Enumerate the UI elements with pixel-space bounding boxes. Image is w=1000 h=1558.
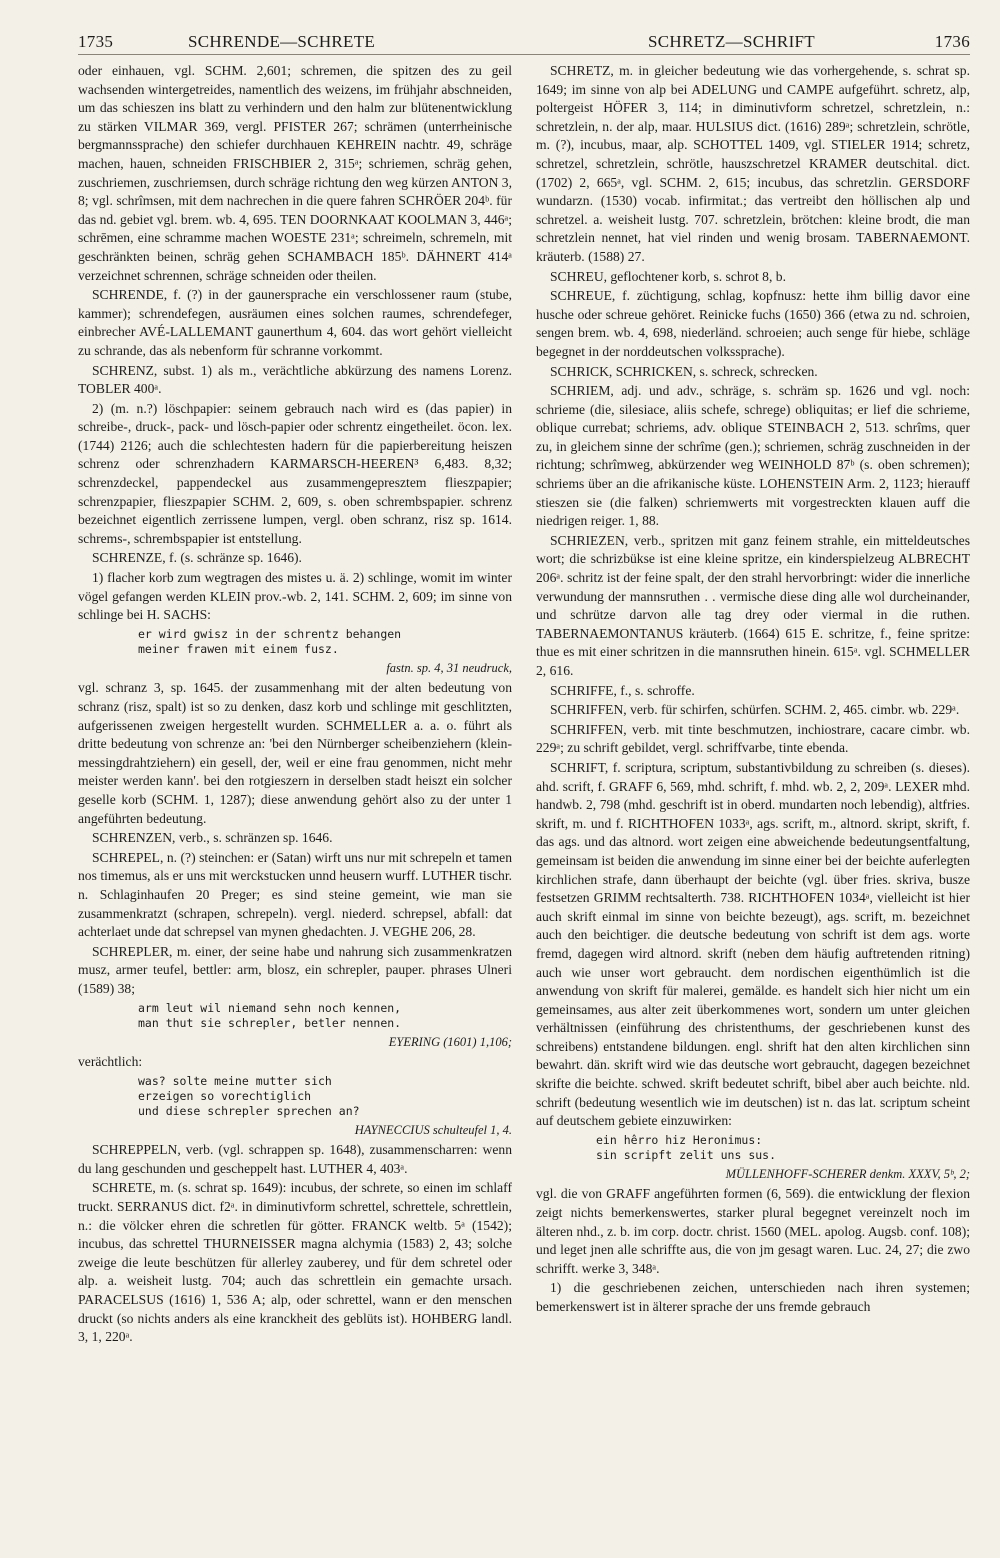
paragraph-continuation: oder einhauen, vgl. SCHM. 2,601; schremen, die spitzen des zu geil wachsenden wintergetreides, namentlich des weizens, im frühjahr abschneiden, um das schieszen ins blatt zu verhindern und den halm zur blütenentwicklung zu stärken VILMAR 369, vergl. PFISTER 267; schrämen (unterrheinische bergmannssprache) den schiefer durchhauen KEHREIN nachtr. 49, schräge machen, hauen, schneiden FRISCHBIER 2, 315ᵃ; schriemen, schräg gehen, zuschriemen, zuschriemsen, durch schräge richtung den weg kürzen ANTON 3, 8; vgl. schrîmsen, mit dem nachrechen in die quere fahren SCHRÖER 204ᵇ. für das nd. gebiet vgl. brem. wb. 4, 695. TEN DOORNKAAT KOOLMAN 3, 446ᵃ; schrēmen, eine schramme machen WOESTE 231ᵃ; schreimeln, schremeln, mit geschränkten beinen, schräg gehen SCHAMBACH 185ᵇ. DÄHNERT 414ᵃ verzeichnet schrennen, schräge schneiden oder theilen. <box>78 63 512 283</box>
dictionary-entry: SCHRIFFE, f., s. schroffe. <box>550 682 695 698</box>
verse-quote: was? solte meine mutter sich erzeigen so vorechtiglich und diese schrepler sprechen an? <box>138 1073 360 1118</box>
dictionary-entry: SCHRIEM, adj. und adv., schräge, s. schräm sp. 1626 und vgl. noch: schrieme (die, silesiace, aliis schefe, schrege) obliquitas; er lief die schrieme, oblique currebat; schriems, adv. oblique STEINBACH 2, 513. schrîms, quer zu, in gleichem sinne der schrîme (gen.); schriemen, schräg zuschneiden in der richtung; schrîmweg, abkürzender weg WEINHOLD 87ᵇ (s. oben schremen); schriems über an die afrikanische küste. LOHENSTEIN Arm. 2, 1123; hierauff stieszen sie (die falken) schriemwerts mit vorgestreckten klauen auff die niedrigen reiger. 1, 88. <box>536 383 970 529</box>
dictionary-entry: SCHRENZEN, verb., s. schränzen sp. 1646. <box>92 830 333 846</box>
dictionary-entry: SCHRIFFEN, verb. mit tinte beschmutzen, inchiostrare, cacare cimbr. wb. 229ᵃ; zu schrift gebildet, vergl. schriffvarbe, tinte ebenda. <box>536 721 970 756</box>
left-page-number: 1735 <box>78 32 114 51</box>
right-page-number: 1736 <box>934 32 970 51</box>
paragraph-continuation: vgl. schranz 3, sp. 1645. der zusammenhang mit der alten bedeutung von schranz (risz, spalt) ist so zu denken, dasz korb und schlinge mit geschlitzten, aufgerissenen zweigen hergestellt wurden. SCHMELLER a. a. o. führt als dritte bedeutung von schrenze an: 'bei den Nürnberger scheibenziehern (klein-messingdrahtziehern) ein gesell, der, weil er eine frau genommen, nicht mehr meister werden kann'. bei den rotgieszern in derselben stadt heiszt ein solcher geselle korb (SCHM. 1, 1287); diese anwendung gehört also zu der unter 1 angeführten bedeutung. <box>78 680 512 826</box>
dictionary-entry: SCHREUE, f. züchtigung, schlag, kopfnusz: hette ihm billig davor eine husche oder schreue gehöret. Reinicke fuchs (1650) 366 (etwa zu nd. schroien, sengen brem. wb. 4, 698, niederländ. schroeien; auch senge für hiebe, schläge begegnet in der norddeutschen volkssprache). <box>536 288 970 359</box>
dictionary-entry: SCHREPLER, m. einer, der seine habe und nahrung sich zusammenkratzen musz, armer teufel, bettler: arm, blosz, ein schrepler, pauper. phrases Ulneri (1589) 38; <box>78 943 512 996</box>
dictionary-entry: SCHRIFT, f. scriptura, scriptum, substantivbildung zu schreiben (s. dieses). ahd. scrift, f. GRAFF 6, 569, mhd. schrift, f. mhd. wb. 2, 2, 209ᵃ. LEXER mhd. handwb. 2, 798 (mhd. geschrift ist in oberd. mundarten noch lebendig), altfries. skrift, m. und f. RICHTHOFEN 1033ᵃ, ags. scrift, m., altnord. skript, skrift, f. das ags. und das altnord. wort zeigen eine abweichende bedeutungsentfaltung, gemeinsam ist beiden die anwendung im sinne einer bei der beichte auferlegten kirchlichen strafe, dann überhaupt der beichte (vgl. über fries. skriva, busze festsetzen GRIMM rechtsalterth. 738. RICHTHOFEN 1034ᵃ, vielleicht ist hier auch skrift einmal im sinne von beichte bezeugt), ags. scrift, m. bezeichnet auch den beichtiger. die deutsche bedeutung von schrift ist dem ags. worte fremd, dagegen wird altnord. skrift (neben dem häufig auftretenden ritning) auch wie unser wort gebraucht. dem nordischen eigenthümlich ist die anwendung von skrift für malerei, gemälde. es handelt sich hier nicht um ein gemeinsames, aus alter zeit überkommenes wort, sondern um unter gleichen verhältnissen (einführung des christenthums, der geschriebenen kunst des schreibens) entstandene bildungen. engl. shrift hat den alten kirchlichen sinn bewahrt. dän. skrift wird wie das deutsche wort gebraucht, dagegen bezeichnet skrifte die beichte. schwed. skrift bedeutet schrift, bibel aber auch beichte. nld. schrift (bedeutung wesentlich wie im deutschen) ist n. das lat. scriptum scheint auf deutschem gebiete einzuwirken: <box>536 759 970 1129</box>
dictionary-entry: 1) die geschriebenen zeichen, unterschieden nach ihren systemen; bemerkenswert ist in älterer sprache der uns fremde gebrauch <box>536 1280 970 1314</box>
quote-source: HAYNECCIUS schulteufel 1, 4. <box>354 1122 512 1137</box>
verse-quote: arm leut wil niemand sehn noch kennen, man thut sie schrepler, betler nennen. <box>138 1000 402 1030</box>
dictionary-entry: SCHRETZ, m. in gleicher bedeutung wie das vorhergehende, s. schrat sp. 1649; im sinne von alp bei ADELUNG und CAMPE aufgeführt. schretz, alp, poltergeist HÖFER 3, 114; in diminutivform schretzel, schretzlein, n.: schretzlein, n. der alp, maar. HULSIUS dict. (1616) 289ᵃ; schretzlein, schrötle, m. (?), incubus, maar, alp. SCHOTTEL 1409, vgl. STIELER 1914; schretz, schretzel, schretzlein, schrötle, hauszschretzel KRAMER deutschital. dict. (1702) 2, 665ᵃ, vgl. SCHM. 2, 615; incubus, das schretzlin. GERSDORF wundarzn. (1530) vocab. infirmitat.; das vertreibt den höllischen alp und schretzel. a. weisheit lustg. 707. schretzlein, brötchen: kleine brodt, die man schretzlein nennet, hat viel rinden und wenig brosam. TABERNAEMONT. kräuterb. (1588) 27. <box>536 63 970 264</box>
dictionary-entry: SCHREPPELN, verb. (vgl. schrappen sp. 1648), zusammenscharren: wenn du lang geschunden und gescheppelt hast. LUTHER 4, 403ᵃ. <box>78 1142 512 1176</box>
page-header <box>78 22 970 58</box>
quote-source: fastn. sp. 4, 31 neudruck, <box>386 660 512 675</box>
dictionary-entry: SCHREU, geflochtener korb, s. schrot 8, b. <box>550 268 786 284</box>
dictionary-entry: SCHRIFFEN, verb. für schirfen, schürfen. SCHM. 2, 465. cimbr. wb. 229ᵃ. <box>550 702 960 718</box>
paragraph-continuation: verächtlich: <box>78 1054 143 1070</box>
paragraph-continuation: vgl. die von GRAFF angeführten formen (6, 569). die entwicklung der flexion zeigt nichts bemerkenswertes, starker plural begegnet vereinzelt noch im älteren nhd., z. b. im corp. doctr. christ. 1560 (MEL. apolog. Augsb. conf. 108); und leget jnen alle schriffte aus, die von jm gesagt waren. Luc. 24, 27; die zwo schrifft. werke 3, 348ᵃ. <box>536 1186 970 1276</box>
dictionary-entry: SCHRENZ, subst. 1) als m., verächtliche abkürzung des namens Lorenz. TOBLER 400ᵃ. <box>78 362 512 397</box>
dictionary-entry: 2) (m. n.?) löschpapier: seinem gebrauch nach wird es (das papier) in schreibe-, druck-, pack- und lösch-papier oder schrentz eingetheilet. öcon. lex. (1744) 2126; auch die schlechtesten hadern für die papierbereitung heiszen schrenz oder schrenzhadern KARMARSCH-HEEREN³ 6,483. 8,32; schrenzdeckel, pappendeckel aus zusammengepresztem flieszpapier; schrenzpapier, flieszpapier SCHM. 2, 609, s. oben schrembspapier. schrenz bezeichnet eigentlich zerrissene lumpen, vergl. oben schranz, risz sp. 1614. schrems-, schrembspapier ist entstellung. <box>78 400 512 546</box>
header-rule <box>78 54 970 55</box>
quote-source: EYERING (1601) 1,106; <box>388 1034 512 1049</box>
dictionary-entry: SCHRENZE, f. (s. schränze sp. 1646). <box>92 550 302 566</box>
dictionary-entry: SCHRETE, m. (s. schrat sp. 1649): incubus, der schrete, so einen im schlaff truckt. SERRANUS dict. f2ᵃ. in diminutivform schrettel, schrettele, schrettlein, n.: die völcker ehren die schretlen für götter. FRANCK weltb. 5ᵃ (1542); incubus, das schrettel THURNEISSER magna alchymia (1583) 2, 43; solche zweige die leute beschützen für allerley zauberey, und für dem schretel oder alp. a. weisheit lustg. 704; auch das schrettlein ein gemachte ursach. PARACELSUS (1616) 1, 536 A; alp, oder schrettel, wann er den menschen druckt (so nichts anders als eine kranckheit des geblüts ist). HOHBERG landl. 3, 1, 220ᵃ. <box>78 1180 512 1345</box>
left-running-title: SCHRENDE—SCHRETE <box>188 32 376 51</box>
right-running-title: SCHRETZ—SCHRIFT <box>648 32 815 51</box>
verse-quote: ein hêrro hiz Heronimus: sin scripft zelit uns sus. <box>596 1132 777 1162</box>
dictionary-entry: SCHREPEL, n. (?) steinchen: er (Satan) wirft uns nur mit schrepeln et tamen nos timemus, als er uns mit werckstucken unnd heusern wurff. LUTHER tischr. n. Schlaginhaufen 20 Preger; es sind steine gemeint, wie man sie zusammenkratzt (schrapen, schrepeln). vergl. niederd. schrepsel, abfall: dat achterlaet unde dat schrepsel van mynen ghedachten. J. VEGHE 206, 28. <box>78 849 512 940</box>
dictionary-entry: 1) flacher korb zum wegtragen des mistes u. ä. 2) schlinge, womit im winter vögel gefangen werden KLEIN prov.-wb. 2, 141. SCHM. 2, 609; im sinne von schlinge bei H. SACHS: <box>78 570 512 623</box>
quote-source: MÜLLENHOFF-SCHERER denkm. XXXV, 5ᵇ, 2; <box>725 1166 970 1181</box>
right-column <box>536 62 970 1532</box>
dictionary-entry: SCHRENDE, f. (?) in der gaunersprache ein verschlossener raum (stube, kammer); schrendefegen, ausräumen eines solchen raumes, schrendefeger, einbrecher AVÉ-LALLEMANT gaunerthum 4, 604. das wort gehört vielleicht zu schrande, das als nebenform für schranne vorkommt. <box>78 287 512 358</box>
left-column <box>78 62 512 1532</box>
verse-quote: er wird gwisz in der schrentz behangen meiner frawen mit einem fusz. <box>138 626 402 656</box>
dictionary-entry: SCHRICK, SCHRICKEN, s. schreck, schrecken. <box>550 363 818 379</box>
dictionary-entry: SCHRIEZEN, verb., spritzen mit ganz feinem strahle, ein mitteldeutsches wort; die schrizbükse ist eine kleine spritze, ein kinderspielzeug ALBRECHT 206ᵃ. schritz ist der feine spalt, der den strahl hervorbringt: wider die innerliche verwundung der mannsruthen . . vermische diese ding alle wol durcheinander, und schrütze darvon alle tag drey oder viermal in die ruthen. TABERNAEMONTANUS kräuterb. (1664) 615 E. schritze, f., feine spritze: thue es mit einer schritzen in die mannsruthen hinein. 615ᵃ. vgl. SCHMELLER 2, 616. <box>536 532 970 678</box>
